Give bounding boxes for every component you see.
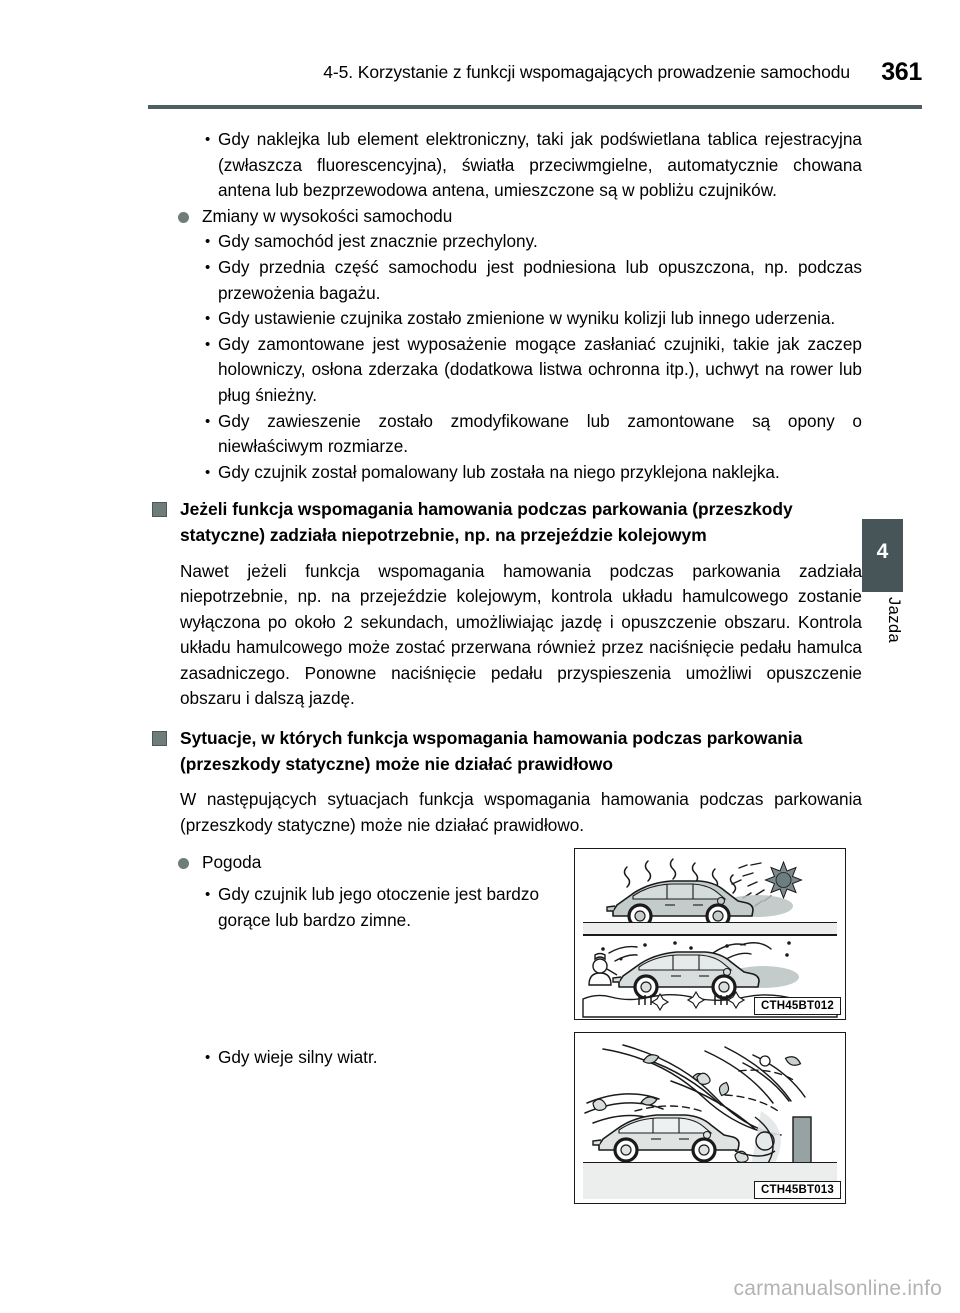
list-item: • Gdy naklejka lub element elektroniczny, taki jak podświetlana tablica rejestracyjna (zwłaszcza fluorescencyjna), światła przeciwmgielne, automatycznie chowana antena lub bezprzewodowa antena, umieszczone są w pobliżu czujników. (204, 127, 862, 204)
list-item-label: Zmiany w wysokości samochodu (202, 205, 453, 226)
section-heading (148, 497, 862, 548)
page-number: 361 (881, 58, 922, 86)
section-heading-label: Sytuacje, w których funkcja wspomagania hamowania podczas parkowania (przeszkody statyczne) może nie działać prawidłowo (180, 728, 803, 774)
list-item: • Gdy samochód jest znacznie przechylony. (204, 229, 862, 255)
watermark: carmanualsonline.info (733, 1277, 942, 1300)
list-item: • Gdy zawieszenie zostało zmodyfikowane lub zamontowane są opony o niewłaściwym rozmiarze. (204, 409, 862, 460)
section-heading-label: Jeżeli funkcja wspomagania hamowania podczas parkowania (przeszkody statyczne) zadziała niepotrzebnie, np. na przejeździe kolejowym (180, 499, 793, 545)
section-heading (148, 726, 862, 777)
figure-hot-cold-graphic (575, 849, 845, 1019)
list-item: • Gdy czujnik został pomalowany lub została na niego przyklejona naklejka. (204, 460, 862, 486)
chapter-tab-number: 4 (876, 540, 889, 563)
figure-code: CTH45BT013 (754, 1181, 841, 1199)
square-bullet-icon (152, 731, 167, 746)
figure-hot-cold (574, 848, 846, 1020)
list-item (176, 204, 862, 230)
chapter-tab-label: Jazda (885, 597, 903, 644)
page-title: 4-5. Korzystanie z funkcji wspomagających prowadzenie samochodu (323, 62, 850, 82)
square-bullet-icon (152, 502, 167, 517)
page-header (0, 58, 960, 108)
list-item: • Gdy wieje silny wiatr. (204, 1045, 576, 1071)
car-side-view (607, 881, 753, 927)
list-item-label: Pogoda (202, 852, 262, 873)
circle-bullet-icon (178, 212, 189, 223)
car-side-view (613, 952, 759, 998)
list-item: • Gdy zamontowane jest wyposażenie mogące zasłaniać czujniki, takie jak zaczep holowniczy, osłona zderzaka (dodatkowa listwa ochronna itp.), uchwyt na rower lub pług śnieżny. (204, 332, 862, 409)
chapter-tab (862, 519, 903, 592)
figure-code: CTH45BT012 (754, 997, 841, 1015)
figure-wind-graphic (575, 1033, 845, 1203)
list-item: • Gdy przednia część samochodu jest podniesiona lub opuszczona, np. podczas przewożenia bagażu. (204, 255, 862, 306)
header-divider (148, 105, 922, 109)
body-paragraph: W następujących sytuacjach funkcja wspomagania hamowania podczas parkowania (przeszkody statyczne) może nie działać prawidłowo. (180, 789, 862, 835)
circle-bullet-icon (178, 858, 189, 869)
figure-wind (574, 1032, 846, 1204)
body-paragraph: Nawet jeżeli funkcja wspomagania hamowania podczas parkowania zadziała niepotrzebnie, np. na przejeździe kolejowym, kontrola układu hamulcowego zostanie wyłączona po około 2 sekundach, umożliwiając jazdę i opuszczenie obszaru. Kontrola układu hamulcowego może zostać przerwana również przez naciśnięcie pedału hamulca zasadniczego. Ponowne naciśnięcie pedału przyspieszenia umożliwi opuszczenie obszaru i dalszą jazdę. (180, 560, 862, 709)
list-item: • Gdy czujnik lub jego otoczenie jest bardzo gorące lub bardzo zimne. (204, 882, 576, 933)
list-item: • Gdy ustawienie czujnika zostało zmienione w wyniku kolizji lub innego uderzenia. (204, 306, 862, 332)
sun-icon (766, 862, 802, 898)
car-side-view (593, 1115, 739, 1161)
